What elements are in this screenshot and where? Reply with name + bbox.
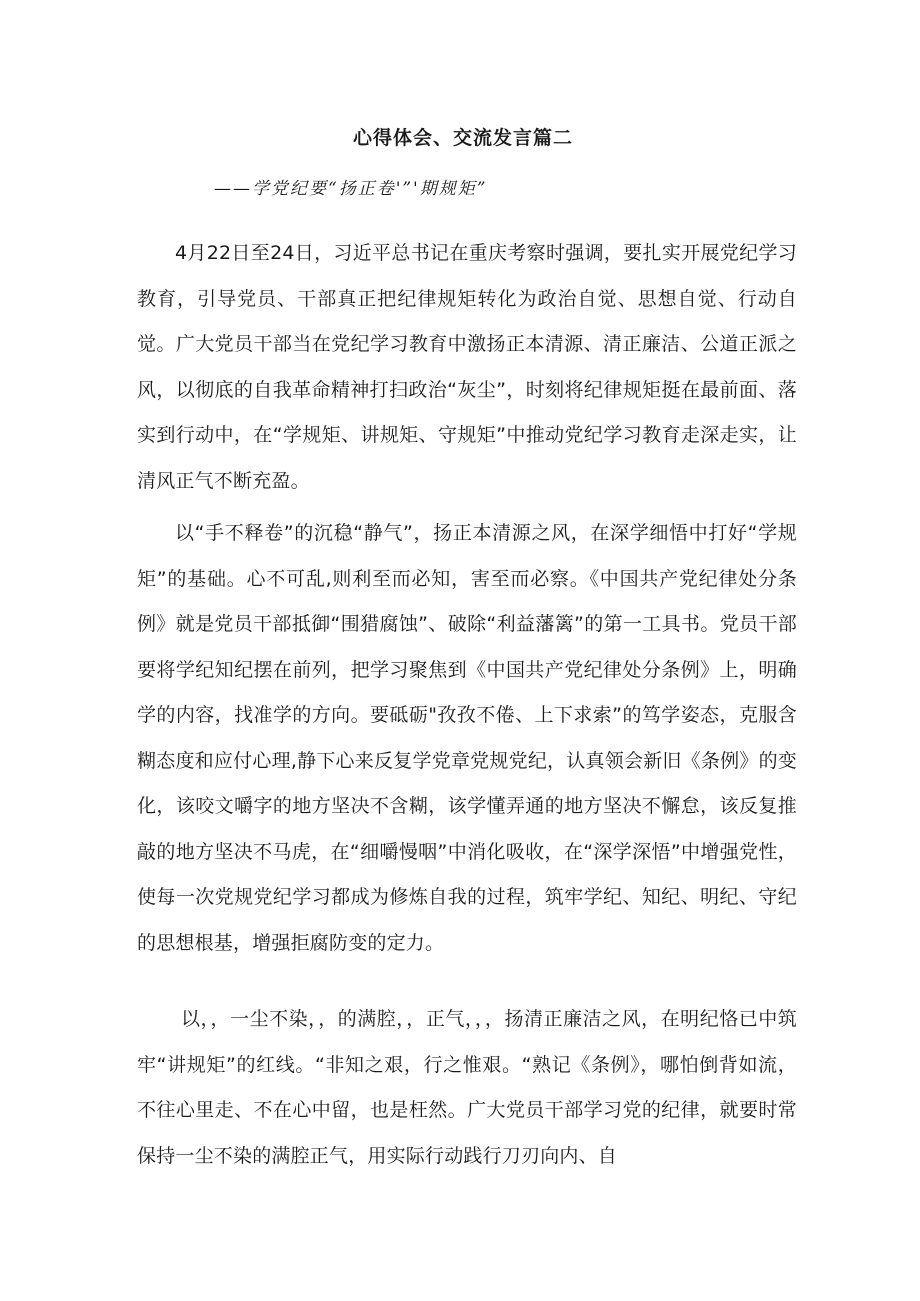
paragraph-2: 以“手不释卷”的沉稳“静气”，扬正本清源之风，在深学细悟中打好“学规矩”的基础。心不可乱,则利至而必知，害至而必察。《中国共产党纪律处分条例》就是党员干部抵御“围猎腐蚀”、破除“利益藩篱”的第一工具书。党员干部要将学纪知纪摆在前列，把学习聚焦到《中国共产党纪律处分条例》上，明确学的内容，找准学的方向。要砥砺"孜孜不倦、上下求索”的笃学姿态，克服含糊态度和应付心理,静下心来反复学党章党规党纪，认真领会新旧《条例》的变化，该咬文嚼字的地方坚决不含糊，该学懂弄通的地方坚决不懈怠，该反复推敲的地方坚决不马虎，在“细嚼慢咽”中消化吸收，在“深学深悟”中增强党性，使每一次党规党纪学习都成为修炼自我的过程，筑牢学纪、知纪、明纪、守纪的思想根基，增强拒腐防变的定力。: [137, 522, 797, 954]
document-title: 心得体会、交流发言篇二: [352, 127, 573, 149]
paragraph-3: 以，，一尘不染，，的满腔，，正气，，，扬清正廉洁之风，在明纪恪已中筑牢“讲规矩”的红线。“非知之艰，行之惟艰。“熟记《条例》，哪怕倒背如流，不往心里走、不在心中留，也是枉然。广大党员干部学习党的纪律，就要时常保持一尘不染的满腔正气，用实际行动践行刀刃向内、自: [137, 1008, 797, 1167]
document-subtitle: ——学党纪要“扬正卷'”'期规矩”: [214, 179, 488, 199]
paragraph-1: 4月22日至24日，习近平总书记在重庆考察时强调，要扎实开展党纪学习教育，引导党员、干部真正把纪律规矩转化为政治自觉、思想自觉、行动自觉。广大党员干部当在党纪学习教育中激扬正本清源、清正廉洁、公道正派之风，以彻底的自我革命精神打扫政治“灰尘”，时刻将纪律规矩挺在最前面、落实到行动中，在“学规矩、讲规矩、守规矩”中推动党纪学习教育走深走实，让清风正气不断充盈。: [137, 242, 797, 492]
